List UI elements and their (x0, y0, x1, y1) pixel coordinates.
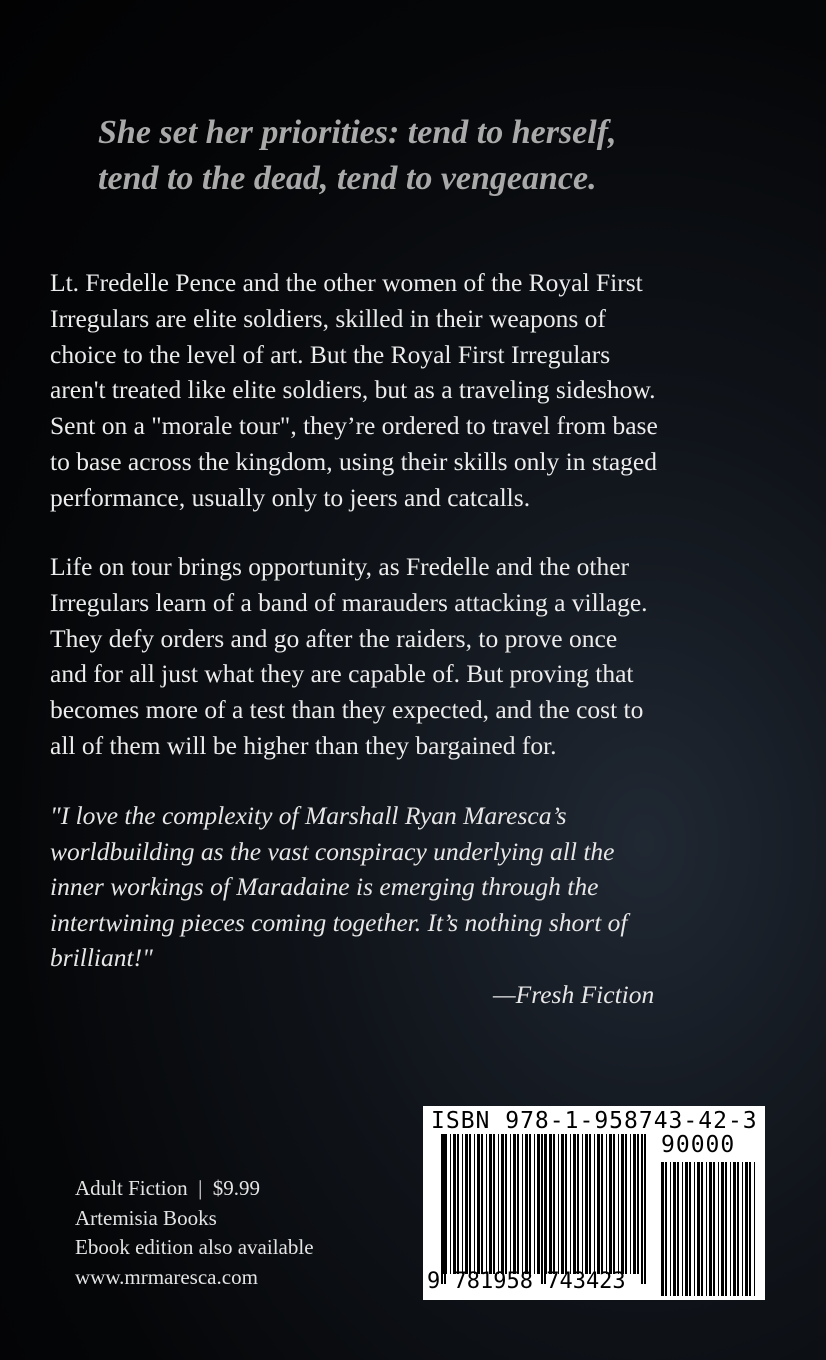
tagline (98, 110, 738, 202)
blurb-line: Life on tour brings opportunity, as Fredelle and the other (50, 552, 630, 581)
review-line: worldbuilding as the vast conspiracy underlying all the (50, 836, 615, 866)
blurb-line: performance, usually only to jeers and catcalls. (50, 482, 531, 512)
blurb-line: They defy orders and go after the raiders, to prove once (50, 623, 618, 653)
blurb-line: aren't treated like elite soldiers, but as a traveling sideshow. (50, 375, 656, 405)
tagline-line: tend to the dead, tend to vengeance. (98, 160, 597, 197)
blurb-line: Irregulars are elite soldiers, skilled in their weapons of (50, 303, 606, 333)
blurb-line: choice to the level of art. But the Royal First Irregulars (50, 339, 611, 369)
blurb-line: and for all just what they are capable of. But proving that (50, 659, 634, 689)
review-attribution: —Fresh Fiction (493, 980, 655, 1009)
blurb-line: to base across the kingdom, using their skills only in staged (50, 446, 657, 476)
ebook-note: Ebook edition also available (75, 1235, 314, 1259)
review-line: inner workings of Maradaine is emerging through the (50, 872, 599, 901)
isbn-label: ISBN 978-1-958743-42-3 (431, 1108, 758, 1134)
publisher-info (75, 1174, 314, 1292)
blurb-paragraph-2 (50, 549, 780, 764)
publisher-name: Artemisia Books (75, 1205, 217, 1230)
blurb-line: all of them will be higher than they bargained for. (50, 730, 557, 760)
review-line: brilliant!" (50, 943, 153, 972)
price-addon-code: 90000 (661, 1132, 736, 1158)
review-line: "I love the complexity of Marshall Ryan Maresca’s (50, 801, 567, 830)
review-line: intertwining pieces coming together. It’s nothing short of (50, 907, 628, 937)
blurb-line: Sent on a "morale tour", they’re ordered to travel from base (50, 411, 658, 441)
blurb-line: Irregulars learn of a band of marauders attacking a village. (50, 587, 648, 617)
review-quote (50, 798, 780, 976)
author-website: www.mrmaresca.com (75, 1264, 258, 1289)
tagline-line: She set her priorities: tend to herself, (98, 114, 617, 151)
genre-price: Adult Fiction | $9.99 (75, 1176, 261, 1200)
isbn-barcode (423, 1106, 765, 1300)
blurb-line: becomes more of a test than they expected, and the cost to (50, 695, 644, 725)
blurb-paragraph-1 (50, 265, 780, 516)
barcode-digits: 9 781958 743423 (427, 1269, 626, 1294)
blurb-line: Lt. Fredelle Pence and the other women of the Royal First (50, 268, 643, 297)
